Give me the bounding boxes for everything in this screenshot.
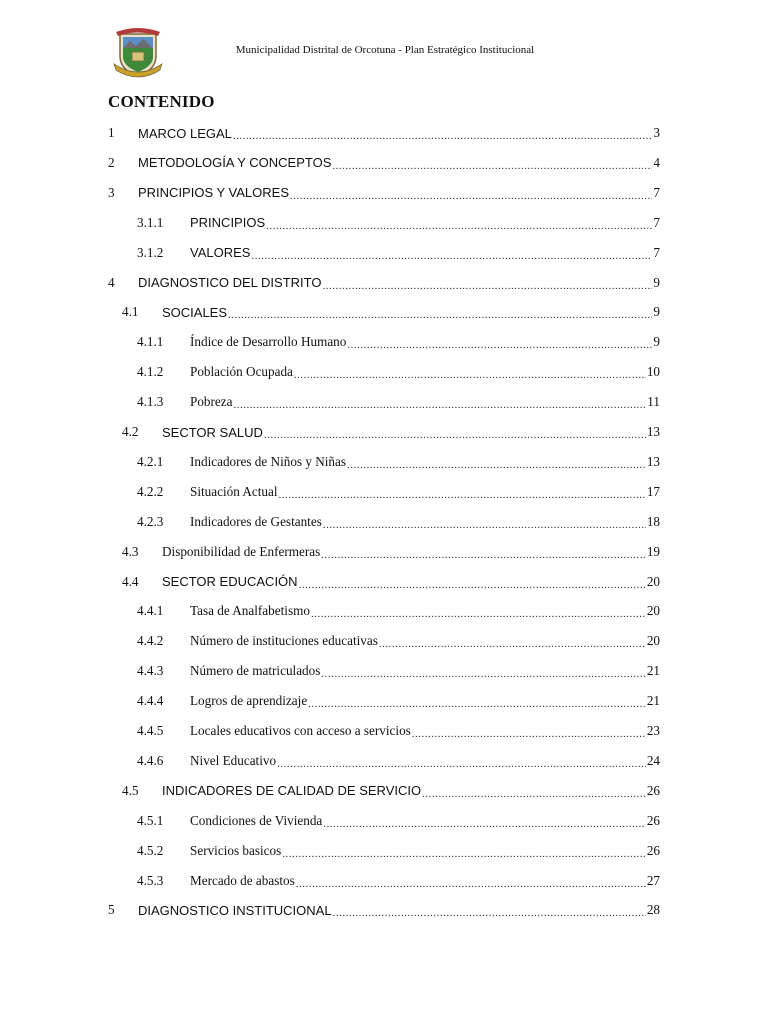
toc-entry[interactable] xyxy=(137,686,660,716)
toc-entry[interactable] xyxy=(108,268,660,298)
toc-entry-number: 1 xyxy=(108,125,115,140)
toc-entry-title: INDICADORES DE CALIDAD DE SERVICIO xyxy=(162,783,422,799)
toc-entry-page: 20 xyxy=(646,633,660,649)
toc-entry-title: Servicios basicos xyxy=(190,842,282,858)
toc-entry-page: 26 xyxy=(646,812,660,828)
toc-entry-title: METODOLOGÍA Y CONCEPTOS xyxy=(138,155,332,171)
toc-dot-leader xyxy=(333,907,646,919)
toc-dot-leader xyxy=(321,668,645,680)
toc-entry[interactable] xyxy=(137,806,660,836)
toc-entry-number: 4.1.3 xyxy=(137,394,164,410)
toc-entry-number: 4.4.5 xyxy=(137,723,164,738)
toc-entry-number: 4.5.2 xyxy=(137,842,164,858)
toc-entry-title: Índice de Desarrollo Humano xyxy=(190,334,347,350)
toc-entry-page: 11 xyxy=(647,394,660,410)
toc-entry-title: Número de instituciones educativas xyxy=(190,633,378,649)
toc-entry-page: 19 xyxy=(646,543,660,559)
toc-entry-title: MARCO LEGAL xyxy=(138,125,232,141)
toc-entry-page: 13 xyxy=(646,453,660,469)
toc-entry-page: 21 xyxy=(646,663,660,679)
toc-entry-number: 4.5 xyxy=(122,782,139,798)
toc-entry[interactable] xyxy=(137,327,660,357)
toc-dot-leader xyxy=(282,848,646,860)
toc-entry-title: Nivel Educativo xyxy=(190,752,277,768)
toc-dot-leader xyxy=(228,309,652,321)
toc-dot-leader xyxy=(347,459,646,471)
toc-entry-number: 4.5.1 xyxy=(137,812,164,828)
toc-entry-page: 24 xyxy=(646,752,660,768)
toc-entry-title: Número de matriculados xyxy=(190,663,321,679)
toc-entry-number: 3.1.1 xyxy=(137,214,164,230)
toc-entry-number: 4.4.4 xyxy=(137,693,164,709)
toc-entry-number: 5 xyxy=(108,902,115,918)
toc-dot-leader xyxy=(308,698,646,710)
toc-entry-number: 4.4 xyxy=(122,573,139,589)
toc-entry-number: 4.4.2 xyxy=(137,633,164,649)
toc-entry-number: 4.2.2 xyxy=(137,483,164,499)
toc-dot-leader xyxy=(347,339,652,351)
toc-entry-title: Pobreza xyxy=(190,394,233,410)
toc-entry[interactable] xyxy=(108,148,660,178)
toc-dot-leader xyxy=(379,638,646,650)
toc-entry[interactable] xyxy=(108,895,660,925)
toc-entry-title: SECTOR SALUD xyxy=(162,424,263,440)
header-text: Municipalidad Distrital de Orcotuna - Plan Estratégico Institucional xyxy=(235,44,535,56)
toc-entry-number: 4.1.1 xyxy=(137,334,164,350)
toc-dot-leader xyxy=(277,758,646,770)
toc-entry-number: 4.2 xyxy=(122,424,139,439)
toc-dot-leader xyxy=(233,130,652,142)
toc-entry[interactable] xyxy=(137,238,660,268)
toc-entry[interactable] xyxy=(122,567,660,597)
toc-entry-page: 28 xyxy=(646,902,660,918)
toc-entry-number: 4.2.3 xyxy=(137,513,164,529)
toc-entry-number: 4.5.3 xyxy=(137,872,164,888)
toc-entry[interactable] xyxy=(108,178,660,208)
toc-entry-title: Situación Actual xyxy=(190,483,278,499)
toc-dot-leader xyxy=(322,280,652,292)
toc-entry-page: 20 xyxy=(646,573,660,589)
toc-entry-page: 7 xyxy=(653,184,660,200)
toc-entry-page: 21 xyxy=(646,693,660,709)
toc-entry-number: 3 xyxy=(108,184,115,200)
toc-entry[interactable] xyxy=(122,537,660,567)
toc-dot-leader xyxy=(264,429,646,441)
toc-dot-leader xyxy=(412,728,646,740)
toc-dot-leader xyxy=(294,369,646,381)
toc-entry-title: SOCIALES xyxy=(162,304,228,320)
toc-dot-leader xyxy=(233,399,646,411)
toc-entry-page: 26 xyxy=(646,782,660,798)
toc-entry-title: Indicadores de Gestantes xyxy=(190,513,322,529)
toc-dot-leader xyxy=(299,579,646,591)
toc-entry-title: Logros de aprendizaje xyxy=(190,693,308,709)
toc-entry[interactable] xyxy=(137,357,660,387)
toc-entry-title: Disponibilidad de Enfermeras xyxy=(162,543,321,559)
toc-entry-number: 4.4.1 xyxy=(137,603,164,619)
toc-dot-leader xyxy=(422,788,646,800)
toc-entry-page: 27 xyxy=(646,872,660,888)
toc-entry-number: 4.3 xyxy=(122,543,139,559)
toc-entry[interactable] xyxy=(108,118,660,148)
toc-entry-page: 26 xyxy=(646,842,660,858)
toc-entry-number: 2 xyxy=(108,154,115,170)
toc-entry[interactable] xyxy=(137,507,660,537)
toc-entry-page: 7 xyxy=(653,214,660,230)
toc-dot-leader xyxy=(251,250,652,262)
toc-entry-page: 20 xyxy=(646,603,660,619)
toc-entry[interactable] xyxy=(137,626,660,656)
toc-entry-page: 9 xyxy=(653,274,660,290)
toc-entry-number: 4 xyxy=(108,274,115,290)
toc-entry[interactable] xyxy=(137,477,660,507)
toc-entry[interactable] xyxy=(137,866,660,896)
toc-entry-page: 17 xyxy=(646,483,660,499)
toc-dot-leader xyxy=(266,220,652,232)
toc-entry-page: 18 xyxy=(646,513,660,529)
toc-entry-title: Indicadores de Niños y Niñas xyxy=(190,453,347,469)
toc-title: CONTENIDO xyxy=(108,92,215,111)
toc-entry-page: 13 xyxy=(646,424,660,439)
toc-entry-title: DIAGNOSTICO INSTITUCIONAL xyxy=(138,902,332,918)
toc-entry-number: 4.1.2 xyxy=(137,364,164,380)
toc-dot-leader xyxy=(332,160,652,172)
toc-dot-leader xyxy=(290,190,652,202)
toc-entry-title: Locales educativos con acceso a servicios xyxy=(190,723,411,738)
toc-dot-leader xyxy=(323,519,646,531)
toc-entry[interactable] xyxy=(137,387,660,417)
toc-entry[interactable] xyxy=(137,746,660,776)
toc-dot-leader xyxy=(296,878,646,890)
toc-entry-title: DIAGNOSTICO DEL DISTRITO xyxy=(138,275,322,290)
toc-entry-number: 4.1 xyxy=(122,304,139,320)
toc-entry[interactable] xyxy=(137,208,660,238)
toc-dot-leader xyxy=(279,489,646,501)
municipal-crest-icon xyxy=(110,26,166,80)
toc-entry-title: SECTOR EDUCACIÓN xyxy=(162,574,298,589)
toc-entry-number: 3.1.2 xyxy=(137,244,164,260)
toc-entry-number: 4.2.1 xyxy=(137,453,164,469)
toc-entry-title: Tasa de Analfabetismo xyxy=(190,603,310,619)
toc-entry[interactable] xyxy=(122,417,660,447)
toc-dot-leader xyxy=(311,608,646,620)
toc-entry-page: 10 xyxy=(646,364,660,380)
toc-entry[interactable] xyxy=(122,297,660,327)
toc-entry[interactable] xyxy=(137,716,660,746)
toc-dot-leader xyxy=(323,818,646,830)
toc-entry-title: PRINCIPIOS Y VALORES xyxy=(138,185,289,201)
toc-entry-page: 9 xyxy=(653,304,660,320)
toc-entry[interactable] xyxy=(137,447,660,477)
toc-entry-title: Población Ocupada xyxy=(190,364,293,380)
toc-entry[interactable] xyxy=(137,656,660,686)
toc-entry-title: PRINCIPIOS xyxy=(190,215,266,231)
toc-entry-number: 4.4.6 xyxy=(137,752,164,768)
toc-entry-number: 4.4.3 xyxy=(137,663,164,679)
toc-entry-title: VALORES xyxy=(190,245,251,261)
toc-entry-page: 7 xyxy=(653,244,660,260)
toc-entry[interactable] xyxy=(137,836,660,866)
toc-entry-page: 4 xyxy=(653,154,660,170)
toc-entry-page: 9 xyxy=(653,334,660,350)
toc-entry[interactable] xyxy=(137,596,660,626)
toc-entry-page: 3 xyxy=(653,125,660,140)
toc-entry[interactable] xyxy=(122,776,660,806)
toc-dot-leader xyxy=(321,549,646,561)
toc-entry-title: Mercado de abastos xyxy=(190,872,295,888)
toc-entry-title: Condiciones de Vivienda xyxy=(190,812,323,828)
toc-entry-page: 23 xyxy=(646,723,660,738)
